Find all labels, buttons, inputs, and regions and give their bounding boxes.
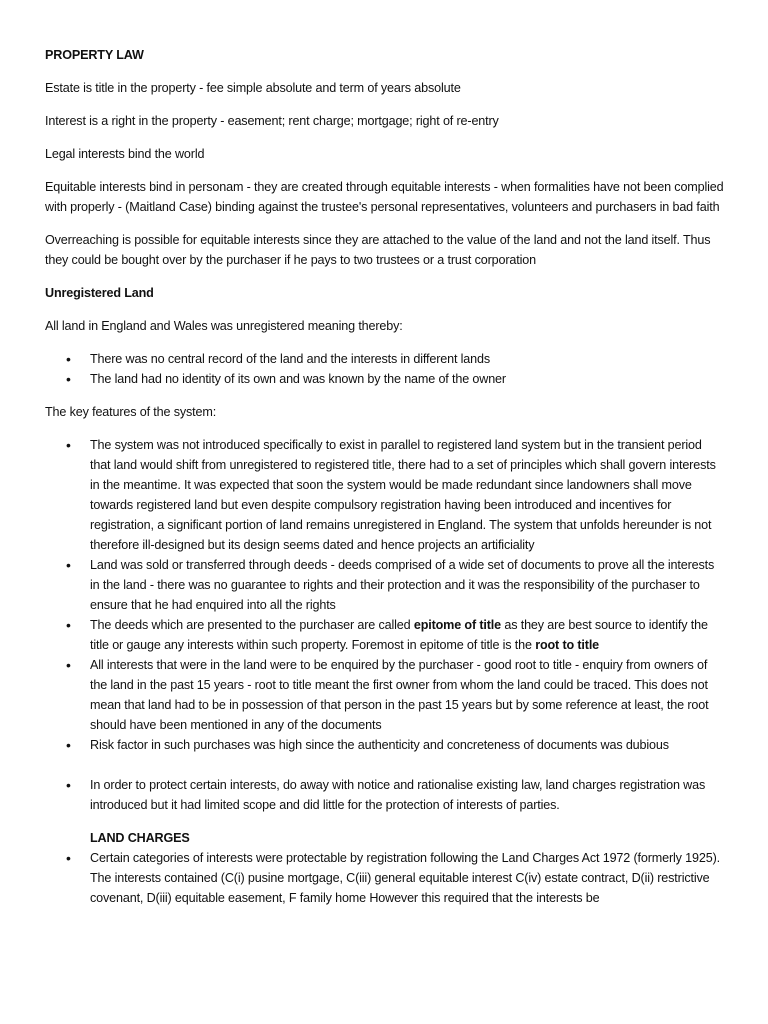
bullet-icon: • — [66, 777, 71, 793]
document-title: PROPERTY LAW — [45, 48, 144, 62]
paragraph-legal-interests: Legal interests bind the world — [45, 147, 205, 161]
bullet-icon: • — [66, 437, 71, 453]
list-item — [45, 775, 725, 815]
list-item — [45, 655, 725, 735]
land-charges-list — [45, 848, 725, 908]
list-item-text: The system was not introduced specifically to exist in parallel to registered land system but in the transient period that land would shift from unregistered to registered title, there had to a set of principles which shall govern interests in the meantime. It was expected that soon the system would be made redundant since landowners shall move towards registered land but even despite compulsory registration having been introduced and incentives for registration, a significant portion of land remains unregistered in England. The system that unfolds hereunder is not therefore ill-designed but its design seems dated and hence projects an artificiality — [90, 438, 716, 552]
list-item — [45, 848, 725, 908]
section-heading-unregistered-land: Unregistered Land — [45, 286, 154, 300]
section-heading-land-charges: LAND CHARGES — [90, 831, 190, 845]
list-item-text: All interests that were in the land were to be enquired by the purchaser - good root to title - enquiry from owners of the land in the past 15 years - root to title meant the first owner from whom the land could be traced. This does not mean that land had to be in possession of that person in the past 15 years but by some reference at least, the root should have been mentioned in any of the documents — [90, 658, 709, 732]
list-item-text-part: as they are best source to identify the title or gauge any interests within such property. Foremost in epitome of title is the — [90, 618, 708, 652]
list-item — [45, 555, 725, 615]
paragraph-overreaching: Overreaching is possible for equitable interests since they are attached to the value of the land and not the land itself. Thus they could be bought over by the purchaser if he pays to two trustees or a trust corporation — [45, 233, 711, 267]
list-item-text: Risk factor in such purchases was high since the authenticity and concreteness of documents was dubious — [90, 738, 669, 752]
key-features-list — [45, 435, 725, 755]
list-item-text — [90, 618, 708, 652]
key-features-intro: The key features of the system: — [45, 405, 217, 419]
list-item-text-part: The deeds which are presented to the purchaser are called — [90, 618, 414, 632]
list-item-text: Land was sold or transferred through deeds - deeds comprised of a wide set of documents to prove all the interests in the land - there was no guarantee to rights and their protection and it was the responsibility of the purchaser to ensure that he had enquired into all the rights — [90, 558, 715, 612]
bold-term-root-to-title: root to title — [535, 638, 600, 652]
paragraph-equitable-interests: Equitable interests bind in personam - they are created through equitable interests - when formalities have not been complied with properly - (Maitland Case) binding against the trustee's personal representatives, volunteers and purchasers in bad faith — [45, 180, 724, 214]
bold-term-epitome-of-title: epitome of title — [413, 618, 502, 632]
list-item-text: There was no central record of the land and the interests in different lands — [90, 352, 491, 366]
spacer — [45, 755, 725, 775]
paragraph-estate: Estate is title in the property - fee simple absolute and term of years absolute — [45, 81, 461, 95]
document-body — [45, 45, 725, 921]
list-item-text: Certain categories of interests were protectable by registration following the Land Charges Act 1972 (formerly 1925). The interests contained (C(i) pusine mortgage, C(iii) general equitable interest C(iv) estate contract, D(ii) restrictive covenant, D(iii) equitable easement, F family home However this required that the interests be — [90, 851, 720, 905]
bullet-icon: • — [66, 557, 71, 573]
bullet-icon: • — [66, 657, 71, 673]
bullet-icon: • — [66, 351, 71, 367]
bullet-icon: • — [66, 850, 71, 866]
list-item — [45, 369, 725, 389]
list-item-text: In order to protect certain interests, do away with notice and rationalise existing law, land charges registration was introduced but it had limited scope and did little for the protection of interests of parties. — [90, 778, 706, 812]
section-intro: All land in England and Wales was unregistered meaning thereby: — [45, 319, 403, 333]
bullet-icon: • — [66, 737, 71, 753]
list-item-text: The land had no identity of its own and was known by the name of the owner — [90, 372, 506, 386]
land-charges-intro-list — [45, 775, 725, 815]
list-item — [45, 435, 725, 555]
list-item — [45, 615, 725, 655]
intro-bullet-list — [45, 349, 725, 389]
list-item — [45, 349, 725, 369]
list-item — [45, 735, 725, 755]
bullet-icon: • — [66, 371, 71, 387]
paragraph-interest: Interest is a right in the property - easement; rent charge; mortgage; right of re-entry — [45, 114, 499, 128]
bullet-icon: • — [66, 617, 71, 633]
